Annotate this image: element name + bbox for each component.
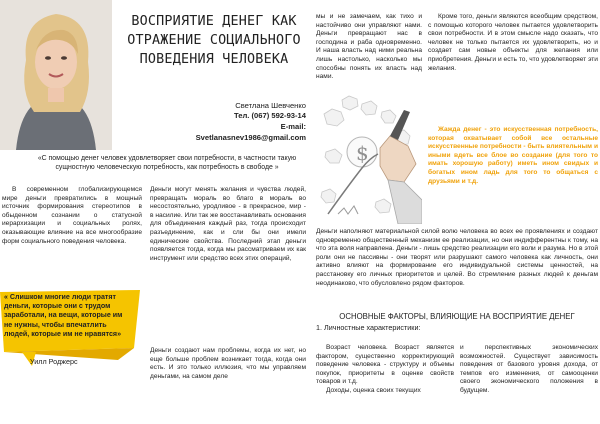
email-label: E-mail:	[280, 122, 306, 131]
column-2-bottom-text	[150, 347, 306, 381]
column-4-highlight	[428, 126, 598, 186]
column-3-text	[316, 13, 422, 82]
section-subheading: 1. Личностные характеристики:	[316, 323, 421, 332]
author-portrait-icon	[0, 0, 112, 150]
intro-quote: «С помощью денег человек удовлетворяет свои потребности, в частности такую сущностную человеческую потребность, как потребность в свободе »	[37, 155, 297, 171]
author-name: Светлана Шевченко	[235, 101, 306, 110]
article-title: ВОСПРИЯТИЕ ДЕНЕГ КАК ОТРАЖЕНИЕ СОЦИАЛЬНОГО ПОВЕДЕНИЯ ЧЕЛОВЕКА	[127, 14, 301, 67]
column-1-text	[2, 186, 142, 246]
author-photo	[0, 0, 112, 150]
wide-paragraph: Деньги наполняют материальной силой волю человека во всех ее проявлениях и создают одновременно общественный механизм ее реализации, но они индифферентны к тому, на что эта воля направлена. Деньги - лишь средство реализации его воли и разума. Но в этой роли они не пассивны - они творят или разрушают самого человека как личность, они активно влияют на формирование его индивидуальной системы ценностей, на расстановку его личных приоритетов и целей. Во стремление разных людей к деньгам неодинаково, что обусловлено рядом факторов.	[316, 228, 598, 287]
factors-column-left	[316, 344, 454, 396]
highlight-paragraph: Жажда денег - это искусственная потребность, которая охватывает собой все остальные искусственные потребности - быть влиятельным и иными вдеть все блое во создание (для того то имать хорошую работу) иметь ином свидых и богатых ином ладь для того то общаться с друзьями и т.д.	[428, 126, 598, 185]
column-2-text	[150, 186, 306, 263]
column-3-paragraph: мы и не замечаем, как тихо и настойчиво они управляют нами. Деньги превращают нас в господина и раба одновременно. И наша власть над ними реальна лишь настолько, насколько мы способны понять их власть над нами.	[316, 13, 422, 81]
column-2-paragraph-1: Деньги могут менять желания и чувства людей, превращать мораль во благо в мораль во несостоятельно, уродливое - в прекрасное, мир - в насилие. Или так же восстанавливать основания для объединения каждый раз, тогда происходит разъединение, как и сли бы они имели единические свойства. Последний этап деньги появляется тогда, когда мы рассматриваем их как инструмент или средство всех этих операций,	[150, 186, 306, 262]
factors-column-right	[460, 344, 598, 396]
column-4-paragraph: Кроме того, деньги являются всеобщим средством, с помощью которого человек пытается удовлетворить свои потребности. И в этом смысле надо сказать, что человек не только пытается их удовлетворить, но и создает сам новые объекты для желания или приобретения. Деньги и есть то, что удовлетворяет эти желания.	[428, 13, 598, 72]
svg-text:$: $	[356, 141, 369, 165]
pull-quote-author: Уилл Роджерс	[30, 357, 78, 366]
column-2-paragraph-2: Деньги создают нам проблемы, когда их нет, но еще больше проблем возникает тогда, когда они есть. И это только иллюзия, что мы управляем деньгами, на самом деле	[150, 347, 306, 380]
factors-paragraph-3: и перспективных экономических возможностей. Существует зависимость поведения от базового уровня дохода, от темпов его изменения, от самооценки своего экономического положения в будущем.	[460, 344, 598, 394]
factors-paragraph-2: Доходы, оценка своих текущих	[326, 386, 421, 394]
column-4-text	[428, 13, 598, 73]
author-email: Svetlanasnev1986@gmail.com	[195, 133, 306, 142]
column-1-paragraph: В современном глобализирующемся мире деньги превратились в мощный источник формирования стереотипов в обыденном сознании о статусной иерархизации и социальных ролях, оказывающие влияние на все многообразие форм социального поведения человека.	[2, 186, 142, 245]
section-heading: ОСНОВНЫЕ ФАКТОРЫ, ВЛИЯЮЩИЕ НА ВОСПРИЯТИЕ ДЕНЕГ	[339, 312, 575, 321]
wide-paragraph-block	[316, 228, 598, 288]
hand-drawing-dollar-icon	[318, 90, 422, 224]
pull-quote-text: « Слишком многие люди тратят деньги, которые они с трудом заработали, на вещи, которые им не нужны, чтобы впечатлить людей, которые им не нравятся»	[4, 293, 123, 338]
author-phone: Тел. (067) 592-93-14	[234, 111, 306, 120]
factors-paragraph-1: Возраст человека. Возраст является фактором, существенно корректирующий поведение человека - структуру и объемы покупок, приоритеты в оценке свойств товаров и т.д.	[316, 344, 454, 386]
money-illustration	[318, 90, 422, 224]
